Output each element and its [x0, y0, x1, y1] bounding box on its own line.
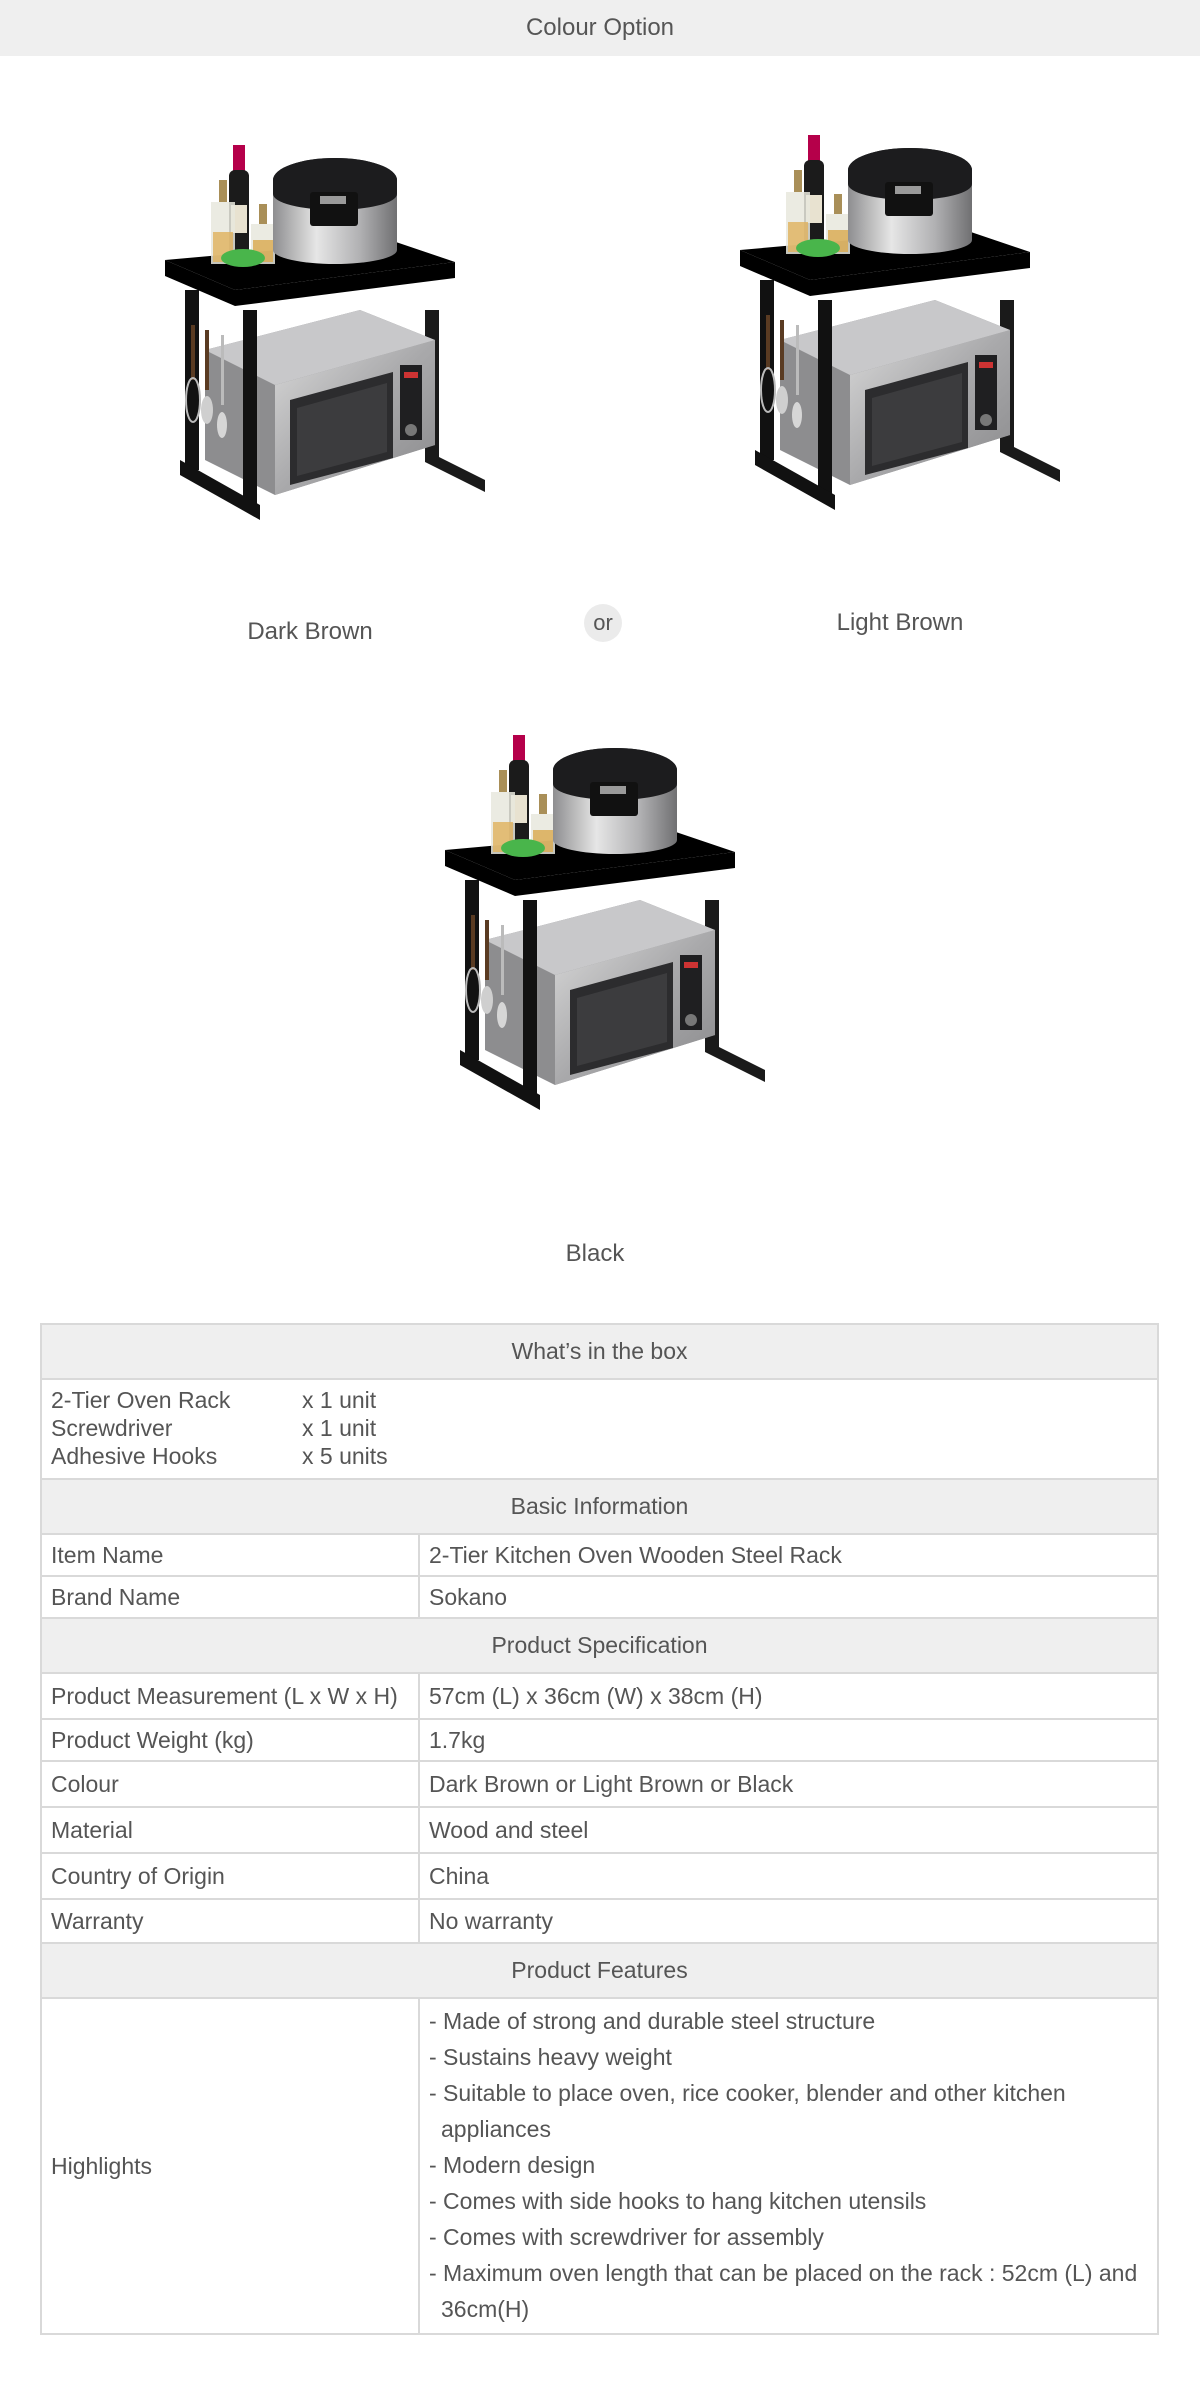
list-item: - Made of strong and durable steel structure	[429, 2008, 876, 2034]
box-contents-list	[51, 1380, 1148, 1478]
table-row-label: Item Name	[41, 1534, 419, 1576]
table-row-value: Wood and steel	[419, 1807, 1158, 1853]
table-row-label: Colour	[41, 1761, 419, 1807]
or-label: or	[593, 610, 613, 635]
highlights-list	[429, 1999, 1148, 2333]
highlights-cell	[419, 1998, 1158, 2334]
product-image-dark-brown	[125, 140, 505, 560]
table-row-value: 57cm (L) x 36cm (W) x 38cm (H)	[419, 1673, 1158, 1719]
spec-header: Product Specification	[41, 1618, 1158, 1673]
list-item: - Comes with screwdriver for assembly	[429, 2224, 824, 2250]
product-image-black	[405, 730, 785, 1150]
option-label-light-brown: Light Brown	[836, 609, 964, 636]
list-item: - Maximum oven length that can be placed on the rack : 52cm (L) and 36cm(H)	[429, 2260, 1138, 2322]
table-row-value: No warranty	[419, 1899, 1158, 1943]
colour-option-title: Colour Option	[525, 14, 675, 41]
box-item-name: Screwdriver	[51, 1415, 173, 1441]
highlights-label: Highlights	[41, 1998, 419, 2334]
table-row-value: Dark Brown or Light Brown or Black	[419, 1761, 1158, 1807]
or-separator	[584, 604, 622, 642]
product-image-light-brown	[700, 130, 1080, 550]
box-section-header: What’s in the box	[41, 1324, 1158, 1379]
box-contents-cell	[41, 1379, 1158, 1479]
table-row-label: Country of Origin	[41, 1853, 419, 1899]
features-header: Product Features	[41, 1943, 1158, 1998]
table-row-value: Sokano	[419, 1576, 1158, 1618]
table-row-label: Brand Name	[41, 1576, 419, 1618]
box-item-qty: x 5 units	[302, 1443, 388, 1469]
colour-option-header	[0, 0, 1200, 56]
list-item: - Sustains heavy weight	[429, 2044, 672, 2070]
option-label-dark-brown: Dark Brown	[247, 618, 373, 645]
basic-info-header: Basic Information	[41, 1479, 1158, 1534]
table-row-label: Warranty	[41, 1899, 419, 1943]
list-item: - Modern design	[429, 2152, 596, 2178]
list-item: - Suitable to place oven, rice cooker, blender and other kitchen appliances	[429, 2080, 1066, 2142]
product-details-table	[40, 1323, 1159, 2335]
table-row-value: 1.7kg	[419, 1719, 1158, 1761]
table-row-label: Material	[41, 1807, 419, 1853]
box-item-name: Adhesive Hooks	[51, 1443, 218, 1469]
box-item-qty: x 1 unit	[302, 1415, 377, 1441]
table-row-label: Product Measurement (L x W x H)	[41, 1673, 419, 1719]
list-item: - Comes with side hooks to hang kitchen utensils	[429, 2188, 927, 2214]
table-row-value: 2-Tier Kitchen Oven Wooden Steel Rack	[419, 1534, 1158, 1576]
table-row-label: Product Weight (kg)	[41, 1719, 419, 1761]
table-row-value: China	[419, 1853, 1158, 1899]
box-item-qty: x 1 unit	[302, 1387, 377, 1413]
option-label-black: Black	[565, 1240, 625, 1267]
box-item-name: 2-Tier Oven Rack	[51, 1387, 231, 1413]
